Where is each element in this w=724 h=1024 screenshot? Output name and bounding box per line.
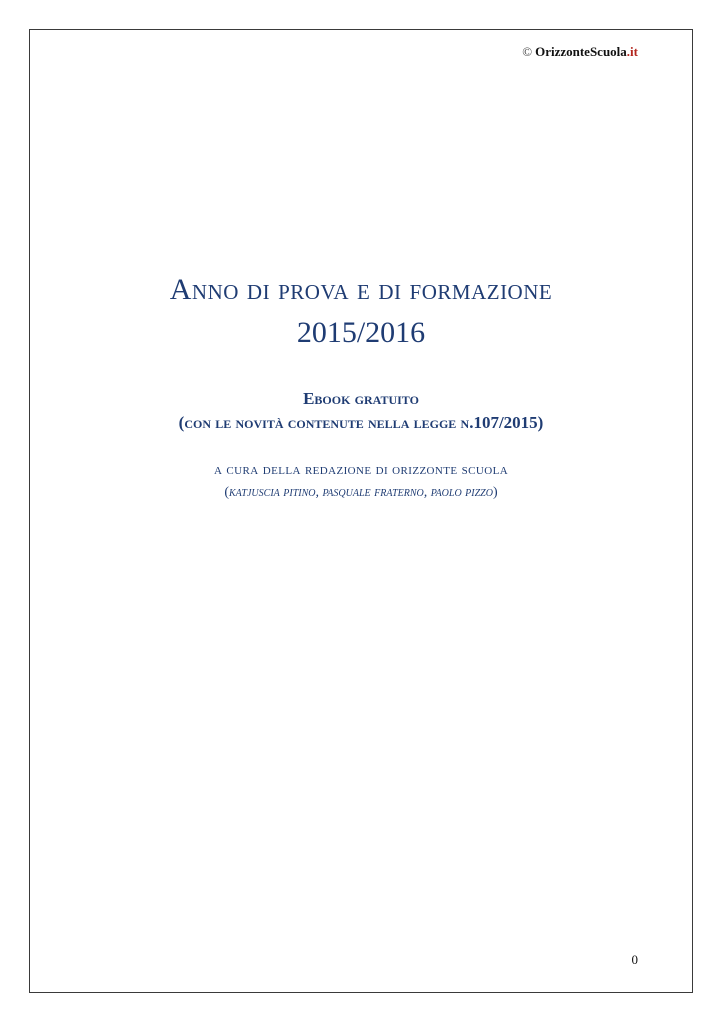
author-names-line — [29, 482, 693, 504]
subtitle-line-1: Ebook gratuito — [303, 389, 419, 408]
title-line-1: Anno di prova e di formazione — [169, 273, 553, 306]
authors-block — [29, 458, 693, 504]
document-subtitle — [29, 387, 693, 435]
open-paren: ( — [224, 485, 230, 500]
editorial-credit: a cura della redazione di orizzonte scuola — [213, 462, 509, 478]
author-names: katjuscia pitino, pasquale fraterno, paolo pizzo — [229, 485, 493, 500]
document-title — [29, 270, 693, 354]
close-paren: ) — [492, 485, 498, 500]
brand-tld: .it — [626, 44, 638, 59]
subtitle-line-2: (con le novità contenute nella legge n.107/2015) — [178, 413, 544, 432]
page-border — [29, 29, 693, 993]
brand-name: OrizzonteScuola — [535, 44, 627, 59]
header-copyright — [522, 44, 638, 60]
page-number: 0 — [631, 952, 638, 967]
title-line-2: 2015/2016 — [296, 316, 426, 349]
copyright-symbol: © — [522, 44, 533, 59]
